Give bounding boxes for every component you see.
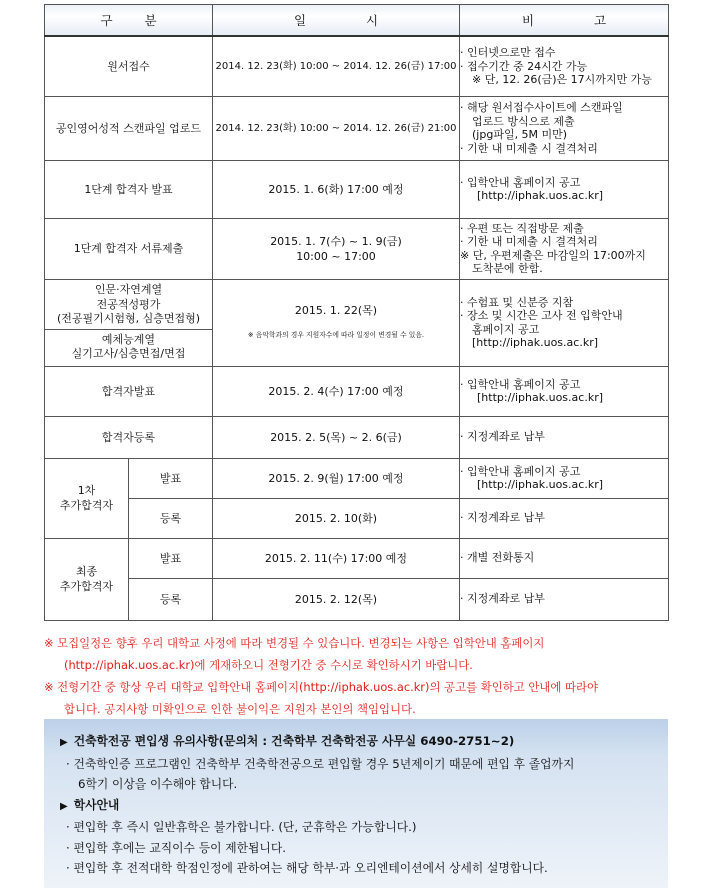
- info-line: · 편입학 후에는 교직이수 등이 제한됩니다.: [66, 840, 286, 855]
- table-row: [45, 538, 669, 578]
- row-date: 2015. 2. 4(수) 17:00 예정: [213, 366, 460, 416]
- row-date: 2015. 2. 5(목) ~ 2. 6(금): [213, 416, 460, 458]
- row-remarks: · 인터넷으로만 접수 · 접수기간 중 24시간 가능 ※ 단, 12. 26(금)은 17시까지만 가능: [460, 36, 669, 96]
- row-label: 합격자발표: [45, 366, 213, 416]
- table-row: [45, 218, 669, 279]
- table-header: [45, 5, 669, 37]
- row-date: 2015. 2. 12(목): [213, 578, 460, 620]
- table-row: [45, 279, 669, 366]
- row-remarks: · 우편 또는 직접방문 제출 · 기한 내 미제출 시 결격처리 ※ 단, 우편제출은 마감일의 17:00까지 도착분에 한함.: [460, 218, 669, 279]
- row-remarks: · 수험표 및 신분증 지참 · 장소 및 시간은 고사 전 입학안내 홈페이지 공고 [http://iphak.uos.ac.kr]: [460, 279, 669, 366]
- row-date: 2015. 1. 7(수) ~ 1. 9(금) 10:00 ~ 17:00: [213, 218, 460, 279]
- sub-label: 발표: [129, 458, 213, 498]
- row-date: 2014. 12. 23(화) 10:00 ~ 2014. 12. 26(금) 17:00: [213, 36, 460, 96]
- row-date: 2015. 2. 10(화): [213, 498, 460, 538]
- row-remarks: · 지정계좌로 납부: [460, 498, 669, 538]
- row-remarks: · 지정계좌로 납부: [460, 416, 669, 458]
- row-date: 2015. 1. 22(목) ※ 음악학과의 경우 지원자수에 따라 일정이 변경될 수 있음.: [213, 279, 460, 366]
- triangle-icon: ▶: [60, 800, 68, 812]
- table-row: [45, 36, 669, 96]
- row-label: 1단계 합격자 서류제출: [45, 218, 213, 279]
- row-date: 2014. 12. 23(화) 10:00 ~ 2014. 12. 26(금) 21:00: [213, 96, 460, 160]
- table-row: [45, 416, 669, 458]
- info-line: · 편입학 후 즉시 일반휴학은 불가합니다. (단, 군휴학은 가능합니다.): [66, 820, 417, 834]
- row-date: 2015. 2. 11(수) 17:00 예정: [213, 538, 460, 578]
- row-remarks: · 입학안내 홈페이지 공고 [http://iphak.uos.ac.kr]: [460, 458, 669, 498]
- row-date: 2015. 1. 6(화) 17:00 예정: [213, 160, 460, 218]
- note-line: ※ 모집일정은 향후 우리 대학교 사정에 따라 변경될 수 있습니다. 변경되는 사항은 입학안내 홈페이지: [44, 636, 545, 650]
- row-date: 2015. 2. 9(월) 17:00 예정: [213, 458, 460, 498]
- row-label: 인문·자연계열 전공적성평가 (전공필기시험형, 심층면접형) 예체능계열 실기고사/심층면접/면접: [45, 279, 213, 366]
- warning-notes: [44, 632, 674, 720]
- note-line: ※ 전형기간 중 항상 우리 대학교 입학안내 홈페이지(http://iphak.uos.ac.kr)의 공고를 확인하고 안내에 따라야: [44, 680, 598, 694]
- table-row: [45, 458, 669, 498]
- sub-label: 등록: [129, 498, 213, 538]
- sub-label: 등록: [129, 578, 213, 620]
- row-remarks: · 개별 전화통지: [460, 538, 669, 578]
- info-line: · 편입학 후 전적대학 학점인정에 관하여는 해당 학부·과 오리엔테이션에서 상세히 설명합니다.: [66, 861, 548, 875]
- group-label: 1차 추가합격자: [45, 458, 129, 538]
- row-label: 합격자등록: [45, 416, 213, 458]
- note-line: 합니다. 공지사항 미확인으로 인한 불이익은 지원자 본인의 책임입니다.: [64, 702, 416, 716]
- table-row: [45, 366, 669, 416]
- row-remarks: · 지정계좌로 납부: [460, 578, 669, 620]
- table-row: [45, 96, 669, 160]
- info-line: 6학기 이상을 이수해야 합니다.: [78, 777, 238, 791]
- note-line: (http://iphak.uos.ac.kr)에 게재하오니 전형기간 중 수시로 확인하시기 바랍니다.: [64, 658, 473, 672]
- header-category: 구 분: [45, 5, 213, 37]
- triangle-icon: ▶: [60, 737, 68, 748]
- info-heading-architecture: ▶ 건축학전공 편입생 유의사항(문의처 : 건축학부 건축학전공 사무실 6490-2751~2): [44, 731, 668, 754]
- table-row: [45, 498, 669, 538]
- row-remarks: · 입학안내 홈페이지 공고 [http://iphak.uos.ac.kr]: [460, 160, 669, 218]
- info-box: [44, 719, 668, 888]
- row-remarks: · 입학안내 홈페이지 공고 [http://iphak.uos.ac.kr]: [460, 366, 669, 416]
- header-datetime: 일 시: [213, 5, 460, 37]
- info-heading-academic: ▶ 학사안내: [44, 795, 668, 818]
- row-remarks: · 해당 원서접수사이트에 스캔파일 업로드 방식으로 제출 (jpg파일, 5M 미만) · 기한 내 미제출 시 결격처리: [460, 96, 669, 160]
- row-label: 1단계 합격자 발표: [45, 160, 213, 218]
- sub-label: 발표: [129, 538, 213, 578]
- table-row: [45, 578, 669, 620]
- info-line: · 건축학인증 프로그램인 건축학부 건축학전공으로 편입할 경우 5년제이기 때문에 편입 후 졸업까지: [66, 756, 575, 771]
- group-label: 최종 추가합격자: [45, 538, 129, 620]
- table-row: [45, 160, 669, 218]
- schedule-table: [44, 4, 669, 621]
- row-label: 원서접수: [45, 36, 213, 96]
- header-remarks: 비 고: [460, 5, 669, 37]
- row-label: 공인영어성적 스캔파일 업로드: [45, 96, 213, 160]
